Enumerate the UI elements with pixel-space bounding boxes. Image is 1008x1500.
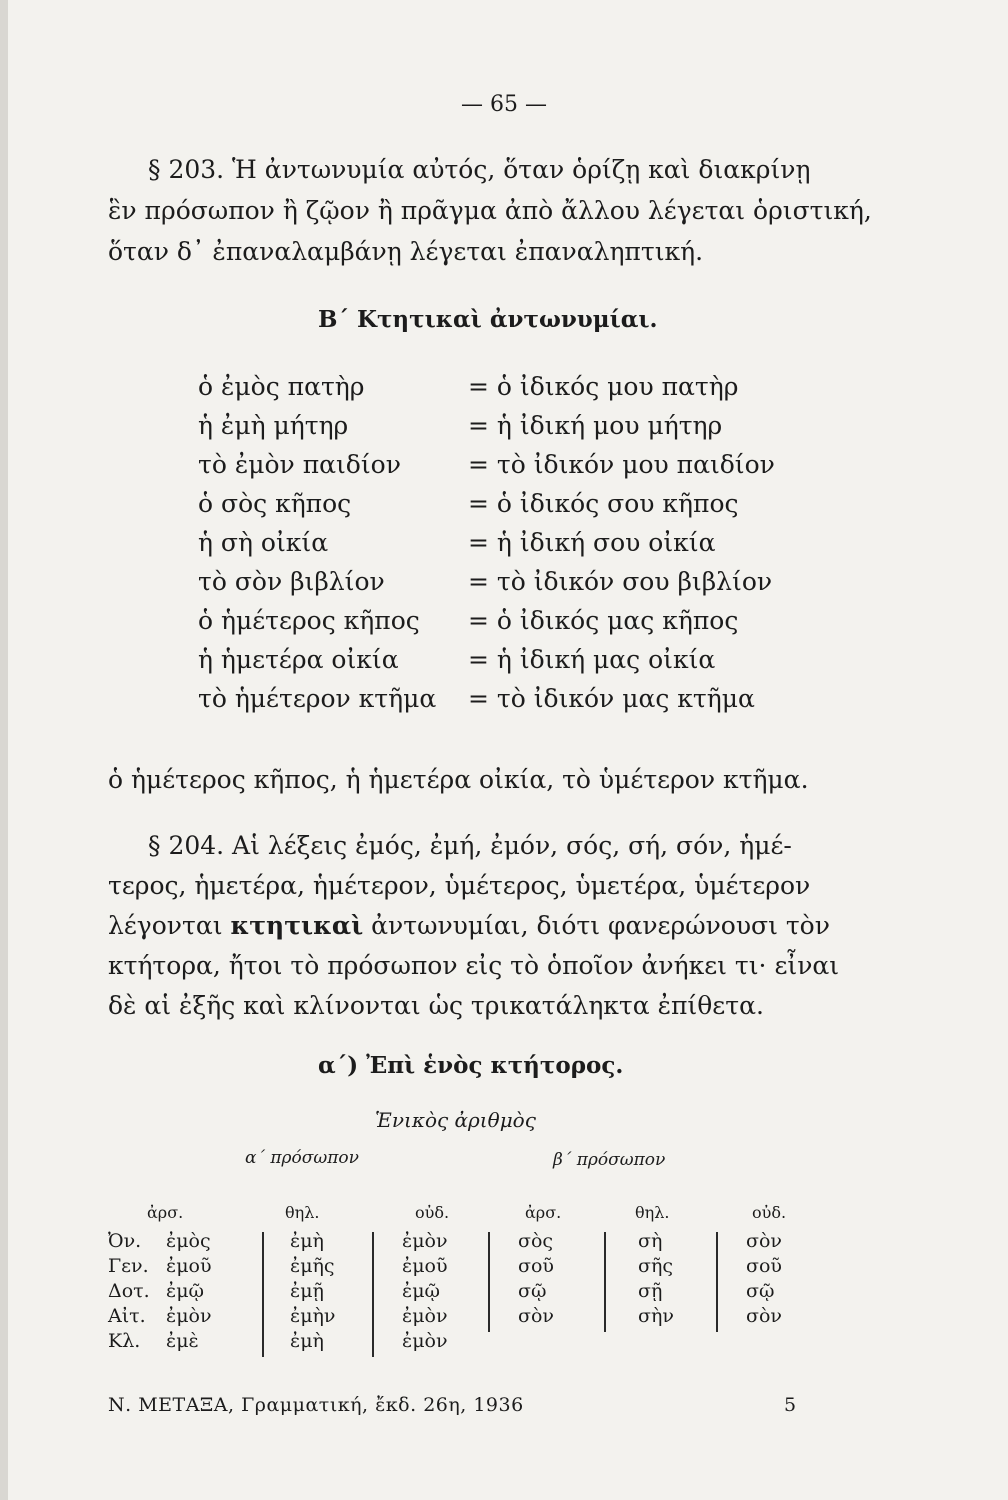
- pair-left: ὁ σὸς κῆπος: [198, 489, 352, 518]
- footer-signature: 5: [784, 1394, 797, 1416]
- section-203-line-2: ἓν πρόσωπον ἢ ζῷον ἢ πρᾶγμα ἀπὸ ἄλλου λέγεται ὁριστική,: [108, 196, 872, 225]
- bold-term: κτητικαὶ: [230, 911, 364, 940]
- column-divider: [604, 1232, 606, 1332]
- table-cell: σῷ: [746, 1280, 775, 1302]
- gender-header: θηλ.: [635, 1203, 670, 1222]
- table-cell: ἐμὸν: [402, 1305, 448, 1327]
- gender-header: οὐδ.: [752, 1203, 787, 1222]
- pair-right: = τὸ ἰδικόν μας κτῆμα: [468, 684, 755, 713]
- table-cell: σοῦ: [518, 1255, 554, 1277]
- table-cell: ἐμὴ: [290, 1330, 324, 1352]
- table-cell: ἐμὴν: [290, 1305, 336, 1327]
- table-cell: ἐμὸν: [402, 1330, 448, 1352]
- pair-right: = τὸ ἰδικόν σου βιβλίον: [468, 567, 773, 596]
- case-label: Δοτ.: [108, 1280, 150, 1302]
- pair-right: = ὁ ἰδικός μας κῆπος: [468, 606, 739, 635]
- column-divider: [716, 1232, 718, 1332]
- table-cell: ἐμὲ: [166, 1330, 199, 1352]
- section-204-line-2: τερος, ἡμετέρα, ἡμέτερον, ὑμέτερος, ὑμετέρα, ὑμέτερον: [108, 871, 811, 900]
- table-cell: σὸς: [518, 1230, 554, 1252]
- pair-left: ὁ ἡμέτερος κῆπος: [198, 606, 420, 635]
- case-label: Αἰτ.: [108, 1305, 146, 1327]
- footer-citation: Ν. ΜΕΤΑΞΑ, Γραμματική, ἔκδ. 26η, 1936: [108, 1394, 524, 1416]
- pair-left: ἡ σὴ οἰκία: [198, 528, 329, 557]
- pair-right: = ὁ ἰδικός σου κῆπος: [468, 489, 739, 518]
- column-divider: [488, 1232, 490, 1332]
- table-cell: ἐμὸν: [402, 1230, 448, 1252]
- person-2-heading: β΄ πρόσωπον: [553, 1150, 666, 1170]
- pair-left: τὸ σὸν βιβλίον: [198, 567, 385, 596]
- summary-line: ὁ ἡμέτερος κῆπος, ἡ ἡμετέρα οἰκία, τὸ ὑμέτερον κτῆμα.: [108, 765, 809, 794]
- table-cell: ἐμῷ: [402, 1280, 441, 1302]
- pair-left: ὁ ἐμὸς πατὴρ: [198, 372, 365, 401]
- section-204-line-1: § 204. Αἱ λέξεις ἐμός, ἐμή, ἐμόν, σός, σή, σόν, ἡμέ-: [148, 831, 792, 860]
- table-cell: ἐμοῦ: [402, 1255, 448, 1277]
- table-cell: ἐμῷ: [166, 1280, 205, 1302]
- pair-left: τὸ ἡμέτερον κτῆμα: [198, 684, 437, 713]
- gender-header: ἀρσ.: [525, 1203, 562, 1222]
- table-cell: ἐμῆς: [290, 1255, 335, 1277]
- section-204-line-5: δὲ αἱ ἐξῆς καὶ κλίνονται ὡς τρικατάληκτα ἐπίθετα.: [108, 991, 764, 1020]
- number-heading: Ἑνικὸς ἀριθμὸς: [375, 1108, 536, 1132]
- table-cell: ἐμοῦ: [166, 1255, 212, 1277]
- text-segment: λέγονται: [108, 911, 223, 940]
- section-204-line-3: [108, 906, 830, 946]
- table-cell: σῇ: [638, 1280, 663, 1302]
- case-label: Γεν.: [108, 1255, 149, 1277]
- table-cell: ἐμὸν: [166, 1305, 212, 1327]
- section-203-line-3: ὅταν δ᾽ ἐπαναλαμβάνῃ λέγεται ἐπαναληπτική.: [108, 237, 704, 266]
- gender-header: οὐδ.: [415, 1203, 450, 1222]
- column-divider: [262, 1232, 264, 1357]
- table-cell: ἐμὴ: [290, 1230, 324, 1252]
- table-cell: σὸν: [518, 1305, 554, 1327]
- possessive-pairs: [198, 372, 818, 742]
- pair-left: τὸ ἐμὸν παιδίον: [198, 450, 401, 479]
- pair-right: = ἡ ἰδική μου μήτηρ: [468, 411, 723, 440]
- section-204-line-4: κτήτορα, ἤτοι τὸ πρόσωπον εἰς τὸ ὁποῖον ἀνήκει τι· εἶναι: [108, 951, 840, 980]
- pair-right: = ἡ ἰδική μας οἰκία: [468, 645, 716, 674]
- pair-right: = τὸ ἰδικόν μου παιδίον: [468, 450, 775, 479]
- text-segment: ἀντωνυμίαι, διότι φανερώνουσι τὸν: [371, 911, 830, 940]
- case-label: Κλ.: [108, 1330, 141, 1352]
- pair-right: = ἡ ἰδική σου οἰκία: [468, 528, 716, 557]
- page-edge: [0, 0, 8, 1500]
- heading-ktetikai: Β΄ Κτητικαὶ ἀντωνυμίαι.: [318, 306, 658, 333]
- table-cell: σὴ: [638, 1230, 663, 1252]
- table-cell: σῷ: [518, 1280, 547, 1302]
- table-cell: ἐμῇ: [290, 1280, 324, 1302]
- pair-left: ἡ ἐμὴ μήτηρ: [198, 411, 349, 440]
- table-cell: σὴν: [638, 1305, 674, 1327]
- case-label: Ὀν.: [108, 1230, 142, 1252]
- page-number: — 65 —: [461, 92, 547, 117]
- table-cell: σῆς: [638, 1255, 673, 1277]
- section-203-line-1: § 203. Ἡ ἀντωνυμία αὐτός, ὅταν ὁρίζῃ καὶ διακρίνῃ: [148, 155, 811, 184]
- column-divider: [372, 1232, 374, 1357]
- table-cell: σὸν: [746, 1305, 782, 1327]
- pair-right: = ὁ ἰδικός μου πατὴρ: [468, 372, 739, 401]
- gender-header: ἀρσ.: [147, 1203, 184, 1222]
- table-cell: σοῦ: [746, 1255, 782, 1277]
- gender-header: θηλ.: [285, 1203, 320, 1222]
- table-cell: ἐμὸς: [166, 1230, 211, 1252]
- pair-left: ἡ ἡμετέρα οἰκία: [198, 645, 399, 674]
- table-cell: σὸν: [746, 1230, 782, 1252]
- heading-single-owner: α΄) Ἐπὶ ἑνὸς κτήτορος.: [318, 1052, 624, 1079]
- person-1-heading: α΄ πρόσωπον: [245, 1148, 359, 1168]
